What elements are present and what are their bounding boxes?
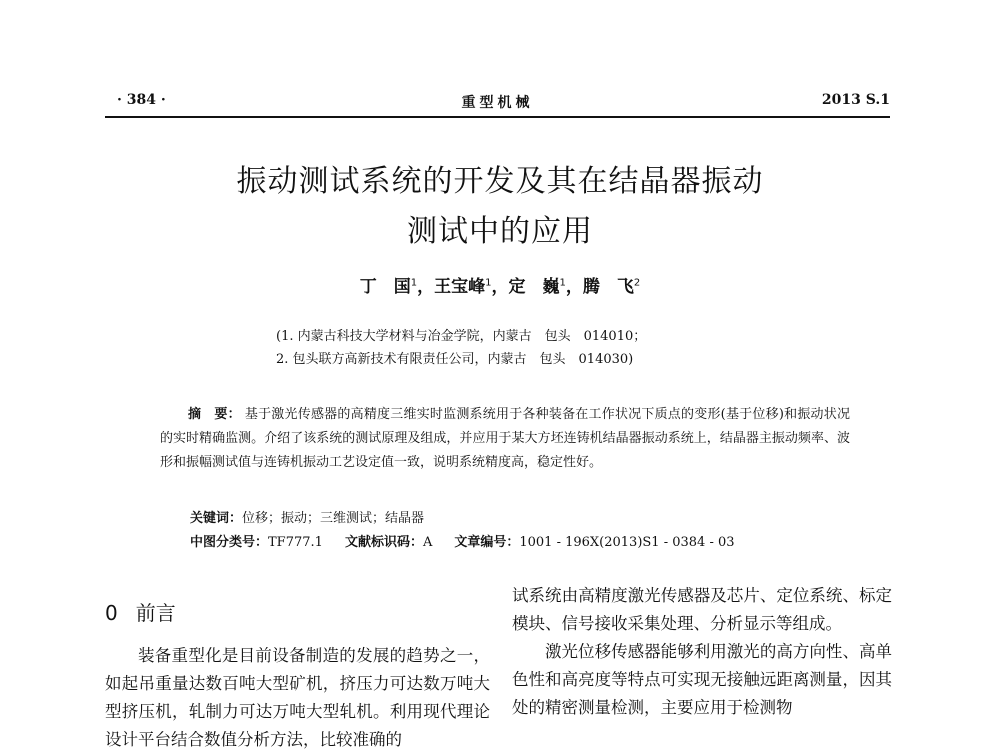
author-name: 王宝峰 (434, 277, 486, 297)
article-id-label: 文章编号： (454, 535, 520, 550)
clc-value: TF777.1 (268, 535, 323, 550)
page-header (105, 92, 890, 118)
body-paragraph: 装备重型化是目前设备制造的发展的趋势之一，如起吊重量达数百吨大型矿机，挤压力可达数万吨大型挤压机，轧制力可达万吨大型轧机。利用现代理论设计平台结合数值分析方法，比较准确的 (105, 646, 490, 749)
author-name: 腾 飞 (582, 277, 634, 297)
keywords-text: 位移；振动；三维测试；结晶器 (242, 511, 425, 526)
abstract-label: 摘 要： (188, 407, 241, 422)
abstract (160, 403, 850, 475)
classification-line (190, 531, 735, 550)
author-name: 定 巍 (508, 277, 560, 297)
author-affiliation-mark: 1 (485, 277, 492, 289)
keywords-label: 关键词： (190, 511, 243, 526)
body-paragraph: 试系统由高精度激光传感器及芯片、定位系统、标定模块、信号接收采集处理、分析显示等组成。 (512, 586, 892, 633)
title-line-1: 振动测试系统的开发及其在结晶器振动 (236, 164, 764, 199)
section-heading (105, 597, 176, 626)
author-name: 丁 国 (359, 277, 411, 297)
issue-label: 2013 S.1 (821, 92, 890, 108)
author-affiliation-mark: 1 (410, 277, 418, 289)
keywords (190, 507, 424, 526)
section-title: 前言 (135, 601, 176, 625)
article-id-value: 1001 - 196X(2013)S1 - 0384 - 03 (519, 535, 735, 550)
clc-label: 中图分类号： (190, 535, 269, 550)
author-affiliation-mark: 2 (633, 277, 641, 289)
journal-name: 重型机械 (461, 95, 534, 111)
affiliation-1: (1. 内蒙古科技大学材料与冶金学院，内蒙古 包头 014010； (276, 329, 647, 344)
page-number: · 384 · (117, 92, 166, 108)
doc-code-value: A (422, 535, 433, 550)
section-number: 0 (105, 601, 118, 625)
author-affiliation-mark: 1 (559, 277, 566, 289)
right-column (512, 582, 892, 722)
body-paragraph: 激光位移传感器能够利用激光的高方向性、高单色性和高亮度等特点可实现无接触远距离测量，因其处的精密测量检测，主要应用于检测物 (512, 642, 892, 717)
affiliation-2: 2. 包头联方高新技术有限责任公司，内蒙古 包头 014030) (276, 352, 634, 367)
title-line-2: 测试中的应用 (407, 214, 593, 249)
left-column (105, 642, 490, 754)
doc-code-label: 文献标识码： (344, 535, 423, 550)
author-list: 丁 国$^1$，王宝峰$^1$，定 巍$^1$，腾 飞$^2$ (359, 277, 641, 297)
abstract-text: 基于激光传感器的高精度三维实时监测系统用于各种装备在工作状况下质点的变形(基于位移)和振动状况的实时精确监测。介绍了该系统的测试原理及组成，并应用于某大方坯连铸机结晶器振动系统上，结晶器主振动频率、波形和振幅测试值与连铸机振动工艺设定值一致，说明系统精度高，稳定性好。 (160, 407, 850, 470)
